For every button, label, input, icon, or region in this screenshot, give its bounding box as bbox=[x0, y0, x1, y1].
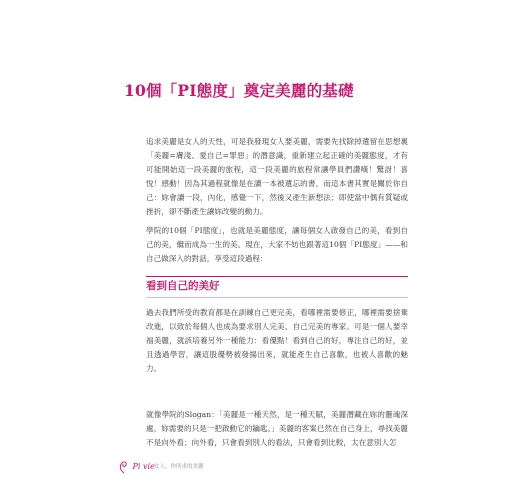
footer-logo bbox=[118, 460, 155, 474]
section-divider-bottom bbox=[146, 297, 408, 298]
section-heading: 看到自己的美好 bbox=[146, 280, 220, 292]
section-divider-top bbox=[146, 276, 408, 277]
intro-paragraph: 追求美麗是女人的天性，可是我發現女人要美麗，需要先找除掉遺留在思想裏「美麗=膚淺、愛自己=罪惡」的潛意識，重新建立起正確的美麗態度，才有可能開始這一段美麗的旅程，這一段美麗的旅程常讓學員們讚嘆！驚訝！喜悅！感動！因為其過程就像是在讀一本被遺忘的書，而這本書其實是關於你自己：妳會讀一段，內化，感覺一下，然後又產生新想法；即使當中偶有質疑或挫折，卻不斷產生讓妳改變的動力。 bbox=[146, 137, 408, 216]
chapter-title: 10個「PI態度」奠定美麗的基礎 bbox=[124, 81, 354, 100]
section-paragraph-2: 就像學院的Slogan：「美麗是一種天然，是一種天賦，美麗潛藏在妳的靈魂深處，妳需要的只是一把啟動它的鑰匙。」美麗的客案已然在自己身上，尋找美麗不是向外看；向外看，只會看到別人的看法，只會看到比較，太在意別人怎 bbox=[146, 410, 408, 447]
footer-running-title: 女人，你所求的美麗 bbox=[154, 464, 204, 470]
section-paragraph: 過去我們所受的教育都是在訓練自己更完美，看哪裡需要修正，哪裡需要捨棄改進，以致於每個人也成為要求別人完美、自己完美的專家。可是一個人要幸福美麗，就該培養另外一種能力：看優點！看到自己的好，專注自己的好，並且透過學習，讓這股優勢被發揚出來，就能產生自己喜歡，也被人喜歡的魅力。 bbox=[146, 308, 408, 373]
flourish-icon bbox=[118, 460, 130, 474]
intro-paragraph-2: 學院的10個「PI態度」，也就是美麗態度，讓每個女人啟發自己的美，看到自己的美，繼而成為一生的美。現在，大家不妨也跟著這10個「PI態度」——和自己做深入的對話，享受這段過程： bbox=[146, 226, 408, 263]
footer-logo-text: Pi vie bbox=[132, 462, 155, 471]
